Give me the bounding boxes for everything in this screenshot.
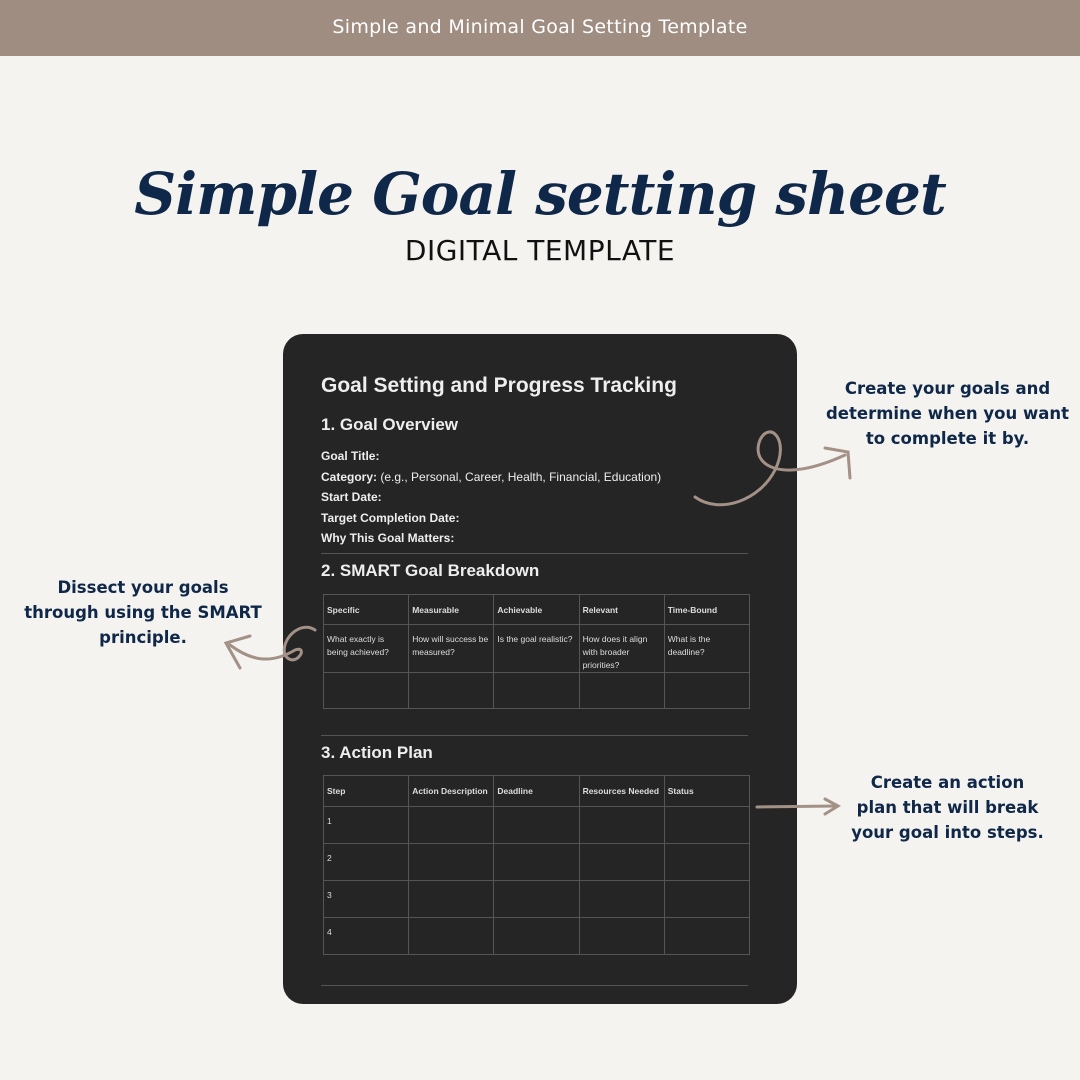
note-goals: Create your goals and determine when you want to complete it by. [825,379,1069,448]
step-number: 3 [324,881,409,918]
smart-heading: 2. SMART Goal Breakdown [321,561,540,580]
smart-prompt: What exactly is being achieved? [324,625,409,673]
overview-heading: 1. Goal Overview [321,415,459,434]
action-header: Step [324,776,409,807]
smart-prompt: How will success be measured? [409,625,494,673]
note-smart: Dissect your goals through using the SMART principle. [24,578,262,647]
action-header: Deadline [494,776,579,807]
top-banner: Simple and Minimal Goal Setting Template [0,0,1080,56]
curly-arrow-icon [230,627,315,660]
action-header: Resources Needed [579,776,664,807]
action-heading: 3. Action Plan [321,743,433,762]
smart-prompt: What is the deadline? [664,625,749,673]
why-label: Why This Goal Matters: [321,531,455,545]
page-subtitle: DIGITAL TEMPLATE [404,234,676,267]
step-number: 2 [324,844,409,881]
smart-prompt: How does it align with broader priorities? [579,625,664,673]
action-header: Status [664,776,749,807]
smart-header: Measurable [409,595,494,625]
goal-title-label: Goal Title: [321,449,380,463]
step-number: 4 [324,918,409,955]
smart-header: Specific [324,595,409,625]
action-header: Action Description [409,776,494,807]
smart-prompt: Is the goal realistic? [494,625,579,673]
smart-header: Time-Bound [664,595,749,625]
curly-arrow-icon [695,432,845,505]
note-action: Create an action plan that will break your goal into steps. [851,773,1044,842]
target-date-label: Target Completion Date: [321,510,460,525]
sheet-title: Goal Setting and Progress Tracking [321,374,677,397]
category-label: Category: [321,469,378,484]
smart-header: Achievable [494,595,579,625]
smart-header: Relevant [579,595,664,625]
start-date-label: Start Date: [321,490,382,504]
category-hint: (e.g., Personal, Career, Health, Financial, Education) [377,469,662,484]
step-number: 1 [324,807,409,844]
page-title: Simple Goal setting sheet [134,160,946,228]
straight-arrow-icon [757,806,836,807]
